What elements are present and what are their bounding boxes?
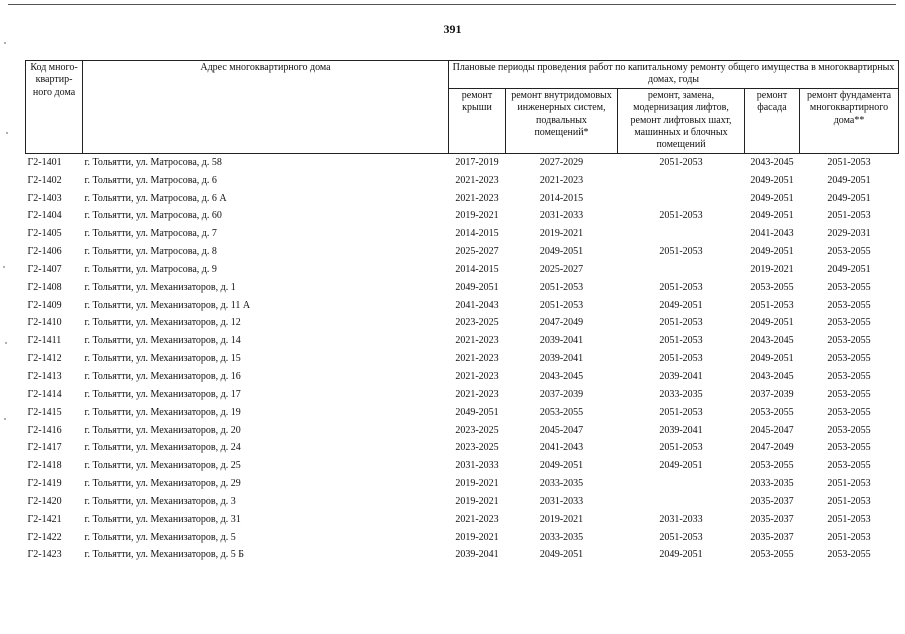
row-engineering: 2027-2029 bbox=[539, 156, 584, 168]
row-lifts: 2051-2053 bbox=[659, 281, 703, 293]
row-roof: 2021-2023 bbox=[455, 353, 499, 365]
row-code: Г2-1417 bbox=[27, 442, 62, 454]
row-code: Г2-1410 bbox=[27, 317, 62, 329]
row-facade: 2049-2051 bbox=[750, 353, 794, 365]
row-foundation: 2053-2055 bbox=[827, 317, 871, 329]
row-roof: 2019-2021 bbox=[455, 478, 499, 490]
row-foundation: 2053-2055 bbox=[827, 442, 871, 454]
row-address: г. Тольятти, ул. Матросова, д. 58 bbox=[84, 156, 222, 168]
row-address: г. Тольятти, ул. Механизаторов, д. 20 bbox=[84, 424, 241, 436]
row-address: г. Тольятти, ул. Механизаторов, д. 3 bbox=[84, 495, 236, 507]
row-lifts: 2051-2053 bbox=[659, 335, 703, 347]
row-code: Г2-1403 bbox=[27, 192, 62, 204]
row-lifts: 2049-2051 bbox=[659, 460, 703, 472]
row-address: г. Тольятти, ул. Матросова, д. 9 bbox=[84, 263, 217, 275]
row-facade: 2033-2035 bbox=[750, 478, 794, 490]
scan-speck bbox=[4, 42, 6, 44]
row-engineering: 2053-2055 bbox=[539, 406, 584, 418]
row-lifts: 2049-2051 bbox=[659, 549, 703, 561]
row-facade: 2035-2037 bbox=[750, 513, 794, 525]
row-foundation: 2051-2053 bbox=[827, 478, 871, 490]
row-address: г. Тольятти, ул. Механизаторов, д. 15 bbox=[84, 353, 241, 365]
row-lifts bbox=[618, 261, 745, 279]
row-roof: 2049-2051 bbox=[455, 406, 499, 418]
row-foundation: 2053-2055 bbox=[827, 281, 871, 293]
table-row bbox=[26, 207, 899, 225]
row-code: Г2-1415 bbox=[27, 406, 62, 418]
header-roof: ремонт крыши bbox=[449, 88, 506, 153]
row-roof: 2019-2021 bbox=[455, 495, 499, 507]
row-facade: 2037-2039 bbox=[750, 388, 794, 400]
row-address: г. Тольятти, ул. Механизаторов, д. 19 bbox=[84, 406, 241, 418]
row-lifts bbox=[618, 475, 745, 493]
table-row bbox=[26, 493, 899, 511]
row-code: Г2-1419 bbox=[27, 478, 62, 490]
row-code: Г2-1418 bbox=[27, 460, 62, 472]
row-foundation: 2053-2055 bbox=[827, 460, 871, 472]
row-code: Г2-1414 bbox=[27, 388, 62, 400]
row-roof: 2039-2041 bbox=[455, 549, 499, 561]
row-code: Г2-1407 bbox=[27, 263, 62, 275]
row-code: Г2-1401 bbox=[27, 156, 62, 168]
row-lifts: 2033-2035 bbox=[659, 388, 703, 400]
row-foundation: 2053-2055 bbox=[827, 370, 871, 382]
row-lifts: 2049-2051 bbox=[659, 299, 703, 311]
table-row bbox=[26, 153, 899, 171]
row-code: Г2-1423 bbox=[27, 549, 62, 561]
row-foundation: 2053-2055 bbox=[827, 299, 871, 311]
row-address: г. Тольятти, ул. Механизаторов, д. 5 Б bbox=[84, 549, 244, 561]
row-facade: 2043-2045 bbox=[750, 335, 794, 347]
table-row bbox=[26, 529, 899, 547]
row-code: Г2-1408 bbox=[27, 281, 62, 293]
row-engineering: 2039-2041 bbox=[539, 335, 584, 347]
row-lifts: 2039-2041 bbox=[659, 370, 703, 382]
row-roof: 2041-2043 bbox=[455, 299, 499, 311]
header-engineering: ремонт внутридомовых инженерных систем, подвальных помещений* bbox=[506, 88, 618, 153]
row-roof: 2017-2019 bbox=[455, 156, 499, 168]
row-engineering: 2045-2047 bbox=[539, 424, 584, 436]
row-facade: 2053-2055 bbox=[750, 549, 794, 561]
row-roof: 2031-2033 bbox=[455, 460, 499, 472]
row-lifts bbox=[618, 493, 745, 511]
table-row bbox=[26, 172, 899, 190]
table-row bbox=[26, 190, 899, 208]
table-row bbox=[26, 511, 899, 529]
row-lifts: 2051-2053 bbox=[659, 317, 703, 329]
row-code: Г2-1402 bbox=[27, 174, 62, 186]
row-foundation: 2053-2055 bbox=[827, 335, 871, 347]
row-foundation: 2051-2053 bbox=[827, 156, 871, 168]
row-address: г. Тольятти, ул. Матросова, д. 6 А bbox=[84, 192, 227, 204]
row-lifts: 2039-2041 bbox=[659, 424, 703, 436]
row-facade: 2049-2051 bbox=[750, 174, 794, 186]
row-foundation: 2053-2055 bbox=[827, 406, 871, 418]
row-engineering: 2041-2043 bbox=[539, 442, 584, 454]
repair-schedule-table bbox=[25, 60, 899, 564]
row-address: г. Тольятти, ул. Механизаторов, д. 16 bbox=[84, 370, 241, 382]
row-foundation: 2029-2031 bbox=[827, 228, 871, 240]
row-code: Г2-1420 bbox=[27, 495, 62, 507]
table-row bbox=[26, 386, 899, 404]
row-address: г. Тольятти, ул. Матросова, д. 7 bbox=[84, 228, 217, 240]
row-roof: 2023-2025 bbox=[455, 317, 499, 329]
row-address: г. Тольятти, ул. Механизаторов, д. 5 bbox=[84, 531, 236, 543]
row-address: г. Тольятти, ул. Механизаторов, д. 14 bbox=[84, 335, 241, 347]
row-facade: 2053-2055 bbox=[750, 281, 794, 293]
row-code: Г2-1413 bbox=[27, 370, 62, 382]
header-facade: ремонт фасада bbox=[745, 88, 800, 153]
row-roof: 2021-2023 bbox=[455, 513, 499, 525]
row-facade: 2041-2043 bbox=[750, 228, 794, 240]
table-row bbox=[26, 243, 899, 261]
table-row bbox=[26, 297, 899, 315]
top-rule bbox=[8, 4, 896, 5]
table-row bbox=[26, 350, 899, 368]
row-foundation: 2053-2055 bbox=[827, 353, 871, 365]
row-lifts: 2051-2053 bbox=[659, 442, 703, 454]
row-lifts: 2051-2053 bbox=[659, 531, 703, 543]
row-facade: 2053-2055 bbox=[750, 460, 794, 472]
row-lifts: 2031-2033 bbox=[659, 513, 703, 525]
table-row bbox=[26, 225, 899, 243]
row-engineering: 2031-2033 bbox=[539, 495, 584, 507]
row-roof: 2021-2023 bbox=[455, 335, 499, 347]
table-row bbox=[26, 368, 899, 386]
header-code: Код много-квартир-ного дома bbox=[26, 61, 83, 154]
header-row-top bbox=[26, 61, 899, 89]
row-facade: 2049-2051 bbox=[750, 210, 794, 222]
row-engineering: 2043-2045 bbox=[539, 370, 584, 382]
table-row bbox=[26, 279, 899, 297]
header-lifts: ремонт, замена, модернизация лифтов, ремонт лифтовых шахт, машинных и блочных помещений bbox=[618, 88, 745, 153]
row-address: г. Тольятти, ул. Механизаторов, д. 24 bbox=[84, 442, 241, 454]
row-foundation: 2051-2053 bbox=[827, 531, 871, 543]
row-roof: 2023-2025 bbox=[455, 442, 499, 454]
row-engineering: 2025-2027 bbox=[539, 263, 584, 275]
row-address: г. Тольятти, ул. Механизаторов, д. 25 bbox=[84, 460, 241, 472]
row-address: г. Тольятти, ул. Механизаторов, д. 11 А bbox=[84, 299, 251, 311]
row-lifts bbox=[618, 190, 745, 208]
header-periods: Плановые периоды проведения работ по капитальному ремонту общего имущества в многоквартирных домах, годы bbox=[449, 61, 899, 89]
scan-speck bbox=[3, 266, 5, 268]
row-engineering: 2037-2039 bbox=[539, 388, 584, 400]
row-engineering: 2049-2051 bbox=[539, 246, 584, 258]
row-facade: 2043-2045 bbox=[750, 370, 794, 382]
row-roof: 2023-2025 bbox=[455, 424, 499, 436]
row-roof: 2021-2023 bbox=[455, 192, 499, 204]
row-code: Г2-1405 bbox=[27, 228, 62, 240]
row-foundation: 2053-2055 bbox=[827, 424, 871, 436]
row-engineering: 2047-2049 bbox=[539, 317, 584, 329]
row-facade: 2049-2051 bbox=[750, 246, 794, 258]
row-roof: 2019-2021 bbox=[455, 531, 499, 543]
row-lifts bbox=[618, 225, 745, 243]
row-address: г. Тольятти, ул. Механизаторов, д. 12 bbox=[84, 317, 241, 329]
row-facade: 2035-2037 bbox=[750, 531, 794, 543]
row-facade: 2035-2037 bbox=[750, 495, 794, 507]
row-code: Г2-1406 bbox=[27, 246, 62, 258]
table-row bbox=[26, 332, 899, 350]
row-facade: 2047-2049 bbox=[750, 442, 794, 454]
row-engineering: 2049-2051 bbox=[539, 460, 584, 472]
table-row bbox=[26, 422, 899, 440]
row-engineering: 2014-2015 bbox=[539, 192, 584, 204]
row-lifts: 2051-2053 bbox=[659, 353, 703, 365]
row-engineering: 2019-2021 bbox=[539, 513, 584, 525]
row-code: Г2-1409 bbox=[27, 299, 62, 311]
row-engineering: 2031-2033 bbox=[539, 210, 584, 222]
row-engineering: 2049-2051 bbox=[539, 549, 584, 561]
row-engineering: 2051-2053 bbox=[539, 299, 584, 311]
row-address: г. Тольятти, ул. Матросова, д. 6 bbox=[84, 174, 217, 186]
row-foundation: 2051-2053 bbox=[827, 513, 871, 525]
row-lifts: 2051-2053 bbox=[659, 246, 703, 258]
header-foundation: ремонт фундамента многоквартирного дома** bbox=[800, 88, 899, 153]
row-facade: 2045-2047 bbox=[750, 424, 794, 436]
row-address: г. Тольятти, ул. Механизаторов, д. 29 bbox=[84, 478, 241, 490]
row-foundation: 2051-2053 bbox=[827, 210, 871, 222]
row-code: Г2-1411 bbox=[27, 335, 62, 347]
table-row bbox=[26, 314, 899, 332]
row-engineering: 2033-2035 bbox=[539, 478, 584, 490]
row-address: г. Тольятти, ул. Механизаторов, д. 17 bbox=[84, 388, 241, 400]
row-lifts: 2051-2053 bbox=[659, 210, 703, 222]
page-number: 391 bbox=[443, 22, 462, 36]
row-foundation: 2051-2053 bbox=[827, 495, 871, 507]
row-facade: 2049-2051 bbox=[750, 192, 794, 204]
row-roof: 2014-2015 bbox=[455, 228, 499, 240]
row-foundation: 2049-2051 bbox=[827, 263, 871, 275]
row-lifts: 2051-2053 bbox=[659, 156, 703, 168]
row-roof: 2014-2015 bbox=[455, 263, 499, 275]
row-address: г. Тольятти, ул. Матросова, д. 8 bbox=[84, 246, 217, 258]
table-row bbox=[26, 546, 899, 564]
row-roof: 2021-2023 bbox=[455, 370, 499, 382]
row-engineering: 2019-2021 bbox=[539, 228, 584, 240]
row-engineering: 2051-2053 bbox=[539, 281, 584, 293]
row-code: Г2-1416 bbox=[27, 424, 62, 436]
row-foundation: 2053-2055 bbox=[827, 388, 871, 400]
row-code: Г2-1421 bbox=[27, 513, 62, 525]
row-foundation: 2049-2051 bbox=[827, 192, 871, 204]
row-address: г. Тольятти, ул. Матросова, д. 60 bbox=[84, 210, 222, 222]
row-facade: 2051-2053 bbox=[750, 299, 794, 311]
scan-speck bbox=[4, 418, 6, 420]
row-foundation: 2053-2055 bbox=[827, 246, 871, 258]
header-address: Адрес многоквартирного дома bbox=[83, 61, 449, 154]
row-facade: 2049-2051 bbox=[750, 317, 794, 329]
row-lifts bbox=[618, 172, 745, 190]
row-code: Г2-1412 bbox=[27, 353, 62, 365]
row-roof: 2049-2051 bbox=[455, 281, 499, 293]
row-facade: 2053-2055 bbox=[750, 406, 794, 418]
table-row bbox=[26, 475, 899, 493]
row-engineering: 2033-2035 bbox=[539, 531, 584, 543]
row-roof: 2021-2023 bbox=[455, 174, 499, 186]
row-facade: 2019-2021 bbox=[750, 263, 794, 275]
row-engineering: 2021-2023 bbox=[539, 174, 584, 186]
scan-speck bbox=[5, 342, 7, 344]
table-body bbox=[26, 153, 899, 564]
row-roof: 2025-2027 bbox=[455, 246, 499, 258]
row-code: Г2-1404 bbox=[27, 210, 62, 222]
row-engineering: 2039-2041 bbox=[539, 353, 584, 365]
scan-speck bbox=[6, 132, 8, 134]
row-foundation: 2053-2055 bbox=[827, 549, 871, 561]
table-row bbox=[26, 457, 899, 475]
row-facade: 2043-2045 bbox=[750, 156, 794, 168]
row-address: г. Тольятти, ул. Механизаторов, д. 1 bbox=[84, 281, 236, 293]
row-code: Г2-1422 bbox=[27, 531, 62, 543]
row-foundation: 2049-2051 bbox=[827, 174, 871, 186]
row-lifts: 2051-2053 bbox=[659, 406, 703, 418]
row-address: г. Тольятти, ул. Механизаторов, д. 31 bbox=[84, 513, 241, 525]
table-row bbox=[26, 261, 899, 279]
table-row bbox=[26, 439, 899, 457]
row-roof: 2021-2023 bbox=[455, 388, 499, 400]
row-roof: 2019-2021 bbox=[455, 210, 499, 222]
table-row bbox=[26, 404, 899, 422]
